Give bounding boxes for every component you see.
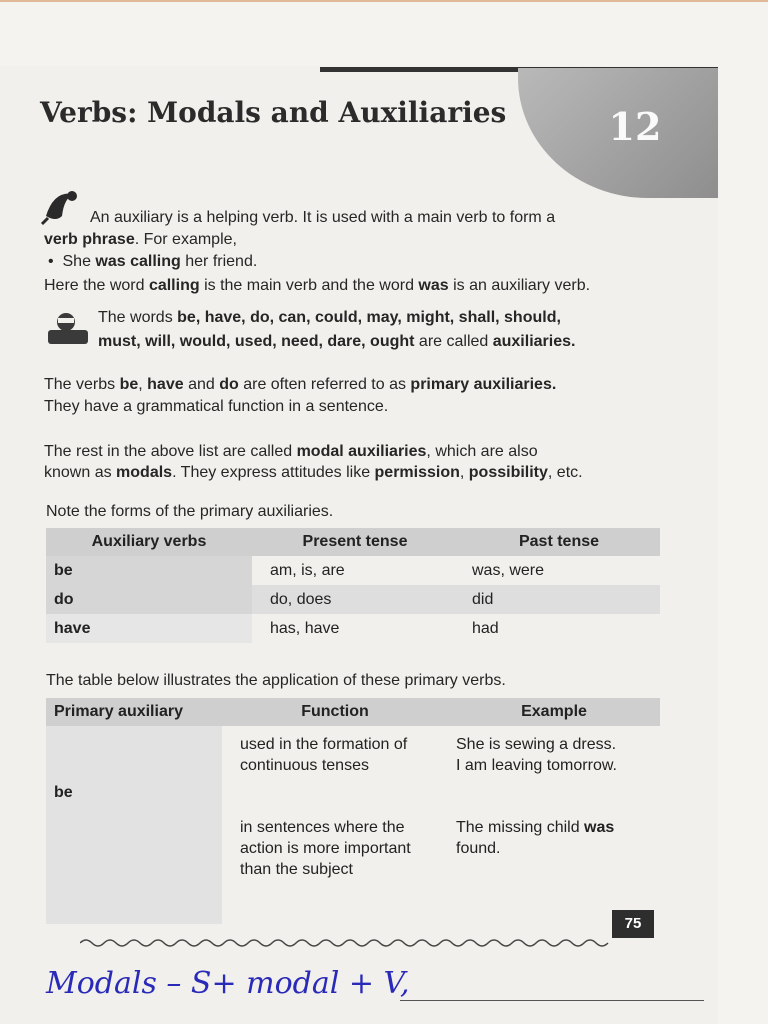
wavy-divider — [80, 937, 612, 949]
column-header: Function — [222, 698, 448, 726]
intro-line-2: verb phrase. For example, — [44, 231, 237, 248]
application-table-header — [46, 698, 660, 726]
table-cell: do — [46, 585, 252, 614]
table-cell: did — [472, 590, 494, 608]
chapter-number: 12 — [608, 104, 662, 149]
pen-icon — [40, 186, 86, 226]
column-header: Present tense — [252, 528, 458, 556]
example-line: I am leaving tomorrow. — [456, 757, 617, 774]
table-row — [46, 726, 660, 807]
example-line: found. — [456, 840, 501, 858]
forms-note: Note the forms of the primary auxiliaries. — [46, 503, 334, 520]
table-cell — [222, 726, 448, 807]
function-line: action is more important — [240, 840, 411, 858]
table-cell: be — [46, 556, 252, 585]
table-cell: have — [46, 614, 252, 643]
table-cell: do, does — [270, 590, 332, 608]
page-edge-line — [0, 0, 768, 2]
table-cell: was, were — [472, 561, 545, 579]
column-header: Auxiliary verbs — [46, 528, 252, 556]
example-bullet: • She was calling her friend. — [48, 253, 258, 270]
table-cell — [448, 726, 660, 807]
example-line: She is sewing a dress. — [456, 736, 617, 753]
page-bottom-line — [400, 1000, 704, 1001]
auxiliary-list-line-2: must, will, would, used, need, dare, ought are called auxiliaries. — [98, 333, 576, 350]
page-title: Verbs: Modals and Auxiliaries — [40, 96, 507, 129]
table-cell — [222, 807, 448, 924]
table-row — [46, 556, 660, 585]
primary-para-line-2: They have a grammatical function in a sentence. — [44, 398, 389, 415]
auxiliary-list-line-1: The words be, have, do, can, could, may, might, shall, should, — [98, 309, 561, 326]
table-cell: has, have — [270, 619, 340, 637]
intro-explanation: Here the word calling is the main verb and the word was is an auxiliary verb. — [44, 277, 591, 294]
page-number: 75 — [612, 910, 654, 938]
table-cell: am, is, are — [270, 561, 345, 579]
table-cell: had — [472, 619, 499, 637]
modal-para-line-2: known as modals. They express attitudes like permission, possibility, etc. — [44, 464, 583, 481]
function-line: than the subject — [240, 861, 353, 879]
table-row — [46, 614, 660, 643]
forms-table — [46, 528, 660, 643]
application-table — [46, 698, 660, 924]
table-cell: be — [46, 726, 222, 924]
forms-table-header — [46, 528, 660, 556]
function-line: used in the formation of — [240, 736, 408, 753]
primary-para-line-1: The verbs be, have and do are often referred to as primary auxiliaries. — [44, 376, 557, 393]
student-icon — [44, 308, 92, 348]
intro-line-1: An auxiliary is a helping verb. It is used with a main verb to form a — [90, 209, 556, 226]
function-line: in sentences where the — [240, 819, 405, 837]
table-row — [46, 585, 660, 614]
column-header: Past tense — [458, 528, 660, 556]
column-header: Example — [448, 698, 660, 726]
table-cell — [448, 807, 660, 924]
application-note: The table below illustrates the application of these primary verbs. — [46, 672, 506, 689]
example-line: The missing child was — [456, 819, 615, 837]
function-line: continuous tenses — [240, 757, 369, 774]
handwritten-note: Modals – S+ modal + V, — [46, 966, 410, 1001]
modal-para-line-1: The rest in the above list are called modal auxiliaries, which are also — [44, 443, 538, 460]
column-header: Primary auxiliary — [46, 698, 222, 726]
